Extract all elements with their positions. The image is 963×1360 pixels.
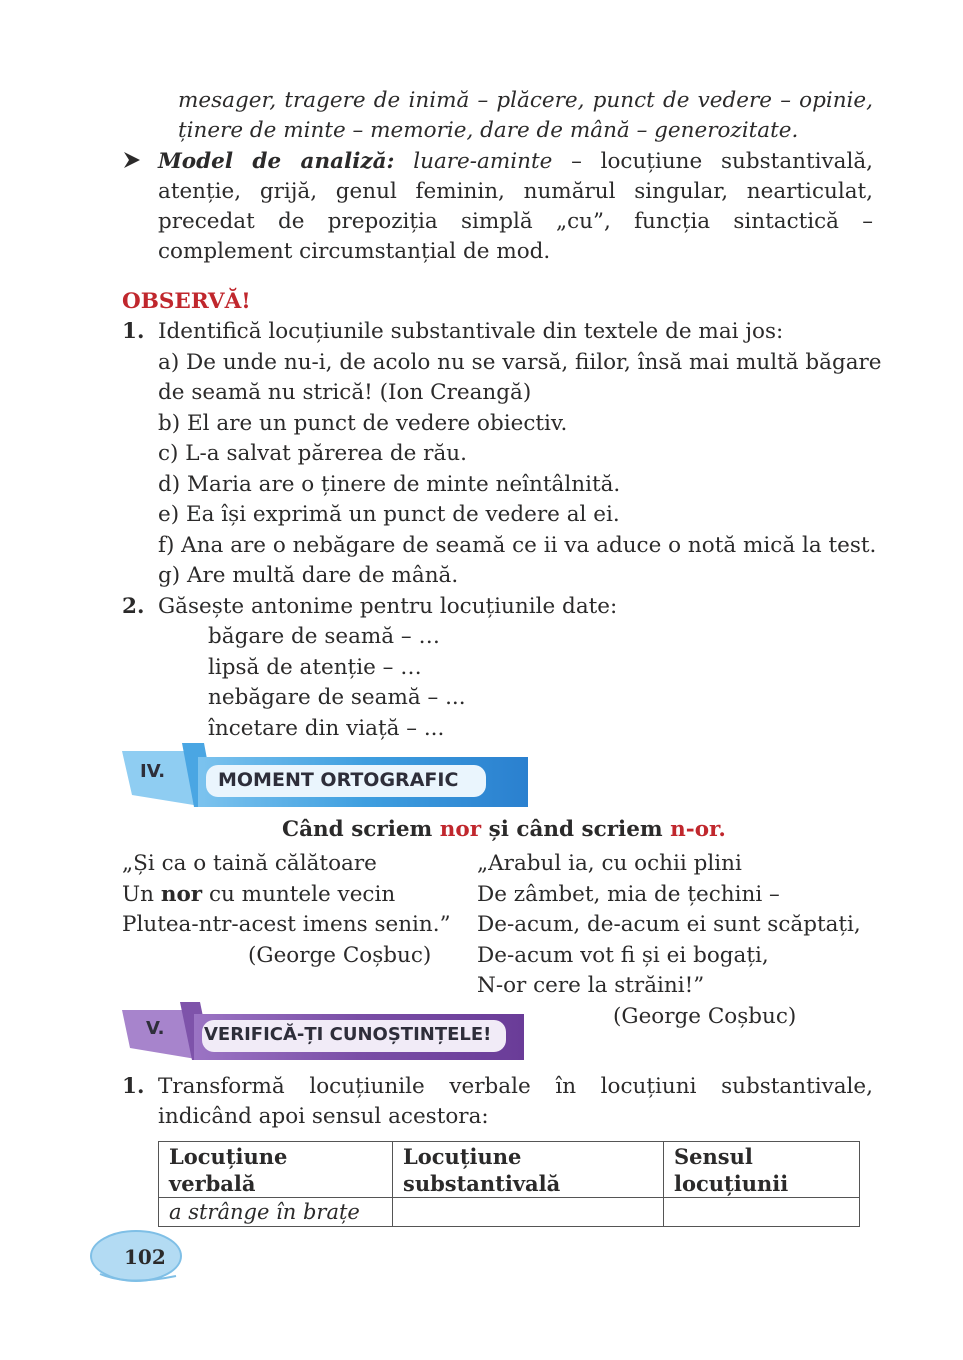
nor-heading-dot: . bbox=[718, 817, 726, 842]
model-line-1 bbox=[158, 147, 873, 177]
page-number: 102 bbox=[124, 1245, 166, 1269]
header-1-line-2: verbală bbox=[169, 1171, 256, 1196]
model-line-4: complement circumstanțial de mod. bbox=[158, 239, 551, 264]
section-5-banner bbox=[122, 1002, 524, 1060]
poem-right-author: (George Coșbuc) bbox=[613, 1004, 797, 1029]
ex1-item-a: a) De unde nu-i, de acolo nu se varsă, fiilor, însă mai multă băgare bbox=[158, 350, 882, 375]
poem-right-line-1: „Arabul ia, cu ochii plini bbox=[477, 851, 742, 876]
header-2-line-1: Locuțiune bbox=[403, 1144, 522, 1169]
ex1-item-f: f) Ana are o nebăgare de seamă ce ii va aduce o notă mică la test. bbox=[158, 533, 877, 558]
ex1-item-a-cont: de seamă nu strică! (Ion Creangă) bbox=[158, 380, 532, 405]
table-cell: a strânge în brațe bbox=[159, 1198, 393, 1227]
nor-heading-part-1: Când scriem bbox=[282, 817, 440, 842]
ex2-item-2: lipsă de atenție – … bbox=[208, 655, 422, 680]
bullet-arrow-icon bbox=[122, 147, 142, 177]
model-line-3: precedat de prepoziția simplă „cu”, funcția sintactică – bbox=[158, 209, 873, 234]
ex1-instruction: Identifică locuțiunile substantivale din textele de mai jos: bbox=[158, 319, 784, 344]
poem-left-line-1: „Și ca o taină călătoare bbox=[122, 851, 377, 876]
section-5-number: V. bbox=[146, 1018, 165, 1039]
nor-heading-word: nor bbox=[439, 817, 482, 842]
model-line-2: atenție, grijă, genul feminin, numărul singular, nearticulat, bbox=[158, 179, 873, 204]
model-term: luare-aminte bbox=[413, 149, 553, 174]
s5-ex1-number: 1. bbox=[122, 1074, 145, 1099]
table-cell-empty[interactable] bbox=[664, 1198, 860, 1227]
section-4-banner bbox=[122, 743, 528, 807]
poem-left-line-2-post: cu muntele vecin bbox=[202, 882, 396, 907]
locutiuni-table bbox=[158, 1141, 860, 1227]
section-4-number: IV. bbox=[140, 761, 166, 782]
section-4-title: MOMENT ORTOGRAFIC bbox=[218, 769, 459, 791]
poem-left-nor-bold: nor bbox=[160, 882, 203, 907]
poem-right-line-3: De-acum, de-acum ei sunt scăptați, bbox=[477, 912, 861, 937]
poem-right-line-4: De-acum vot fi și ei bogați, bbox=[477, 943, 769, 968]
header-1-line-1: Locuțiune bbox=[169, 1144, 288, 1169]
model-line-1-rest: – locuțiune substantivală, bbox=[571, 149, 873, 174]
model-label: Model de analiză: bbox=[158, 149, 395, 174]
nor-heading bbox=[282, 815, 726, 845]
s5-ex1-line-2: indicând apoi sensul acestora: bbox=[158, 1104, 489, 1129]
ex2-item-1: băgare de seamă – … bbox=[208, 624, 441, 649]
table-header-cell bbox=[159, 1142, 393, 1198]
ex2-instruction: Găsește antonime pentru locuțiunile date: bbox=[158, 594, 618, 619]
section-5-title: VERIFICĂ-ȚI CUNOȘTINȚELE! bbox=[204, 1024, 492, 1045]
ex1-item-g: g) Are multă dare de mână. bbox=[158, 563, 459, 588]
ex2-item-3: nebăgare de seamă – ... bbox=[208, 685, 466, 710]
nor-heading-part-2: și când scriem bbox=[481, 817, 671, 842]
poem-left-line-2-pre: Un bbox=[122, 882, 161, 907]
table-cell-empty[interactable] bbox=[393, 1198, 664, 1227]
ex1-item-d: d) Maria are o ținere de minte neîntâlnită. bbox=[158, 472, 621, 497]
ex1-item-e: e) Ea își exprimă un punct de vedere al ei. bbox=[158, 502, 620, 527]
s5-ex1-line-1: Transformă locuțiunile verbale în locuțiuni substantivale, bbox=[158, 1074, 873, 1099]
header-2-line-2: substantivală bbox=[403, 1171, 561, 1196]
intro-line-2: ținere de minte – memorie, dare de mână – generozitate. bbox=[178, 118, 799, 143]
ex2-number: 2. bbox=[122, 594, 145, 619]
observa-heading: OBSERVĂ! bbox=[122, 289, 251, 314]
poem-left-line-2 bbox=[122, 880, 395, 910]
table-header-row bbox=[159, 1142, 860, 1198]
poem-left-line-3: Plutea-ntr-acest imens senin.” bbox=[122, 912, 451, 937]
ex2-item-4: încetare din viață – ... bbox=[208, 716, 445, 741]
header-3-line-1: Sensul bbox=[674, 1144, 753, 1169]
header-3-line-2: locuțiunii bbox=[674, 1171, 789, 1196]
poem-left-author: (George Coșbuc) bbox=[248, 943, 432, 968]
ex1-item-c: c) L-a salvat părerea de rău. bbox=[158, 441, 467, 466]
n-or-heading-word: n-or bbox=[670, 817, 719, 842]
table-row bbox=[159, 1198, 860, 1227]
poem-right-line-5: N-or cere la străini!” bbox=[477, 973, 705, 998]
table-header-cell bbox=[393, 1142, 664, 1198]
intro-line-1: mesager, tragere de inimă – plăcere, punct de vedere – opinie, bbox=[178, 88, 873, 113]
page-number-bubble bbox=[88, 1228, 184, 1286]
ex1-item-b: b) El are un punct de vedere obiectiv. bbox=[158, 411, 568, 436]
ex1-number: 1. bbox=[122, 319, 145, 344]
table-header-cell bbox=[664, 1142, 860, 1198]
poem-right-line-2: De zâmbet, mia de țechini – bbox=[477, 882, 780, 907]
